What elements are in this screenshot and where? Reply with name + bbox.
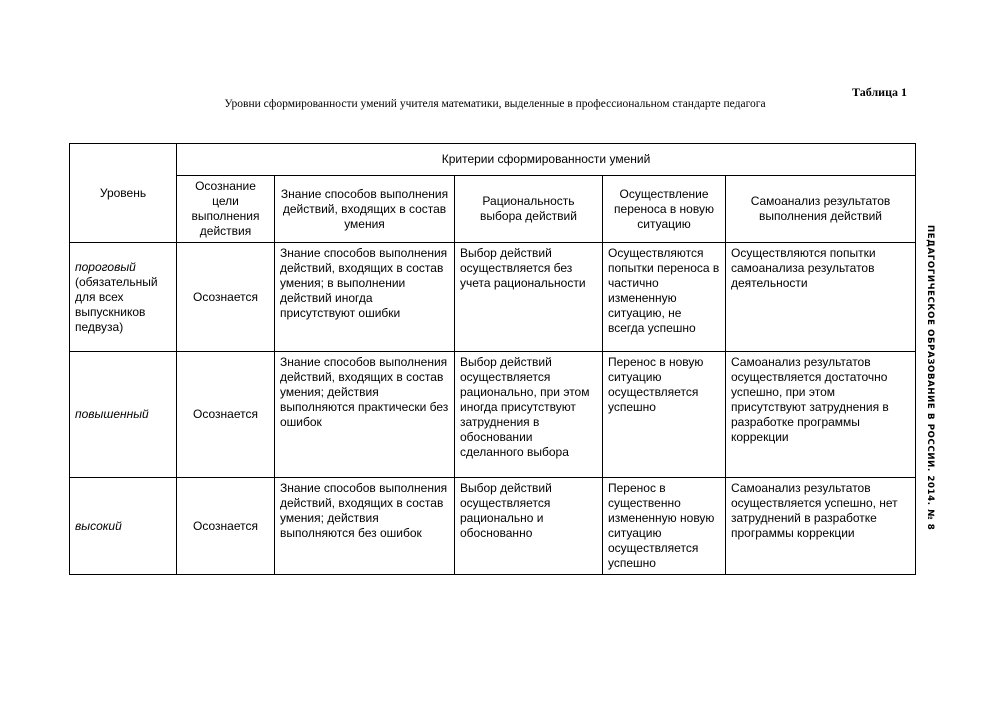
criteria-header: Критерии сформированности умений	[177, 144, 916, 176]
table-cell: Осуществляются попытки самоанализа результатов деятельности	[726, 243, 916, 352]
level-header: Уровень	[70, 144, 177, 243]
criterion-header: Осуществление переноса в новую ситуацию	[603, 176, 726, 243]
level-name: повышенный	[75, 407, 149, 421]
table-cell: Осознается	[177, 352, 275, 478]
table-cell: Перенос в новую ситуацию осуществляется успешно	[603, 352, 726, 478]
table-cell: Выбор действий осуществляется рационально, при этом иногда присутствуют затруднения в обосновании сделанного выбора	[455, 352, 603, 478]
header-row-criteria	[70, 144, 916, 176]
level-cell	[70, 352, 177, 478]
journal-side-note-text: ПЕДАГОГИЧЕСКОЕ ОБРАЗОВАНИЕ В РОССИИ. 2014. № 8	[925, 225, 935, 531]
table-cell: Выбор действий осуществляется рационально и обоснованно	[455, 478, 603, 575]
table-title: Уровни сформированности умений учителя математики, выделенные в профессиональном стандарте педагога	[224, 98, 766, 110]
journal-side-note	[921, 225, 941, 531]
table-cell: Осознается	[177, 243, 275, 352]
level-name: высокий	[75, 518, 122, 533]
table-cell: Знание способов выполнения действий, входящих в состав умения; действия выполняются практически без ошибок	[275, 352, 455, 478]
criterion-header: Рациональность выбора действий	[455, 176, 603, 243]
table-cell: Осуществляются попытки переноса в частично измененную ситуацию, не всегда успешно	[603, 243, 726, 352]
header-row-criteria-list	[70, 176, 916, 243]
table-cell: Знание способов выполнения действий, входящих в состав умения; действия выполняются без ошибок	[275, 478, 455, 575]
table-row	[70, 478, 916, 575]
table-cell: Самоанализ результатов осуществляется достаточно успешно, при этом присутствуют затруднения в разработке программы коррекции	[726, 352, 916, 478]
level-note: (обязательный для всех выпускников педвуза)	[75, 274, 158, 334]
table-cell: Самоанализ результатов осуществляется успешно, нет затруднений в разработке программы коррекции	[726, 478, 916, 575]
criterion-header: Самоанализ результатов выполнения действий	[726, 176, 916, 243]
criterion-header: Знание способов выполнения действий, входящих в состав умения	[275, 176, 455, 243]
skills-table	[69, 143, 916, 575]
table-row	[70, 352, 916, 478]
table-cell: Осознается	[177, 478, 275, 575]
table-cell: Знание способов выполнения действий, входящих в состав умения; в выполнении действий иногда присутствуют ошибки	[275, 243, 455, 352]
table-cell: Выбор действий осуществляется без учета рациональности	[455, 243, 603, 352]
table-row	[70, 243, 916, 352]
criterion-header: Осознание цели выполнения действия	[177, 176, 275, 243]
level-cell	[70, 243, 177, 352]
level-cell	[70, 478, 177, 575]
table-cell: Перенос в существенно измененную новую ситуацию осуществляется успешно	[603, 478, 726, 575]
level-name: пороговый	[75, 259, 136, 274]
table-number: Таблица 1	[852, 85, 907, 99]
